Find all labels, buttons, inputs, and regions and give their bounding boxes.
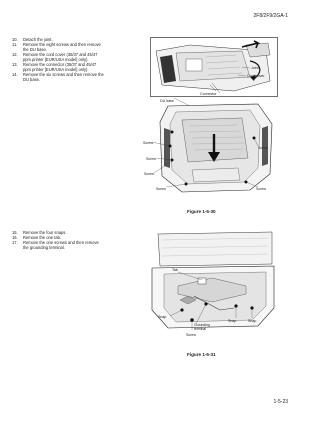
cord-cover-label: Cord cover [247,74,265,78]
tab-label: Tab [172,268,178,272]
steps-list-b [12,230,142,250]
step-text: Remove the four snaps. [23,230,67,235]
figure-1-5-30-main [142,98,282,196]
step-item [12,52,142,62]
screw-label: Screw [256,187,266,191]
figure-caption: Figure 1-5-30 [187,209,216,214]
step-item [12,240,142,250]
step-number: 10. [12,37,18,42]
step-text: Remove the one tab. [23,235,62,240]
steps-list-a [12,37,142,82]
document-code: 2F8/2F9/2GA-1 [253,13,288,19]
step-text: Remove the one screws and then remove the grounding terminal. [23,240,99,250]
screw-label: Screw [144,172,154,176]
figure-1-5-31 [148,230,280,342]
screw-label: Screw [258,146,268,150]
connector-label: Connector [200,92,217,96]
step-item [12,72,142,82]
step-number: 17. [12,240,18,245]
step-number: 16. [12,235,18,240]
step-text: Remove the eight screws and then remove the DU base. [23,42,101,52]
step-item [12,62,142,72]
screw-label: Screw [143,141,153,145]
figure-1-5-30-inset [150,37,278,97]
snap-label: Snap [158,315,167,319]
step-number: 11. [12,42,18,47]
joint-label: Joint [251,66,259,70]
screw-label: Screw [186,333,196,337]
grounding-terminal-label-line2: terminal [194,327,207,331]
page-number: 1-5-23 [273,399,288,405]
step-number: 15. [12,230,18,235]
snap-label: Snap [228,319,237,323]
step-number: 13. [12,62,18,67]
du-base-label: DU base [160,99,174,103]
step-number: 14. [12,72,18,77]
step-item [12,42,142,52]
snap-label: Snap [248,319,257,323]
screw-label: Screw [156,187,166,191]
step-text: Remove the six screws and then remove the DU base. [23,72,104,82]
grounding-terminal-label: Grounding [194,323,210,327]
step-text: Remove the cord cover (35/37 and 45/47 ppm printer [EUR/USA model] only). [23,52,98,62]
figure-caption: Figure 1-5-31 [187,352,216,357]
screw-label: Screw [146,157,156,161]
step-number: 12. [12,52,18,57]
step-text: Detach the joint. [23,37,53,42]
step-text: Remove the connector (35/37 and 45/47 ppm printer [EUR/USA model] only). [23,62,97,72]
